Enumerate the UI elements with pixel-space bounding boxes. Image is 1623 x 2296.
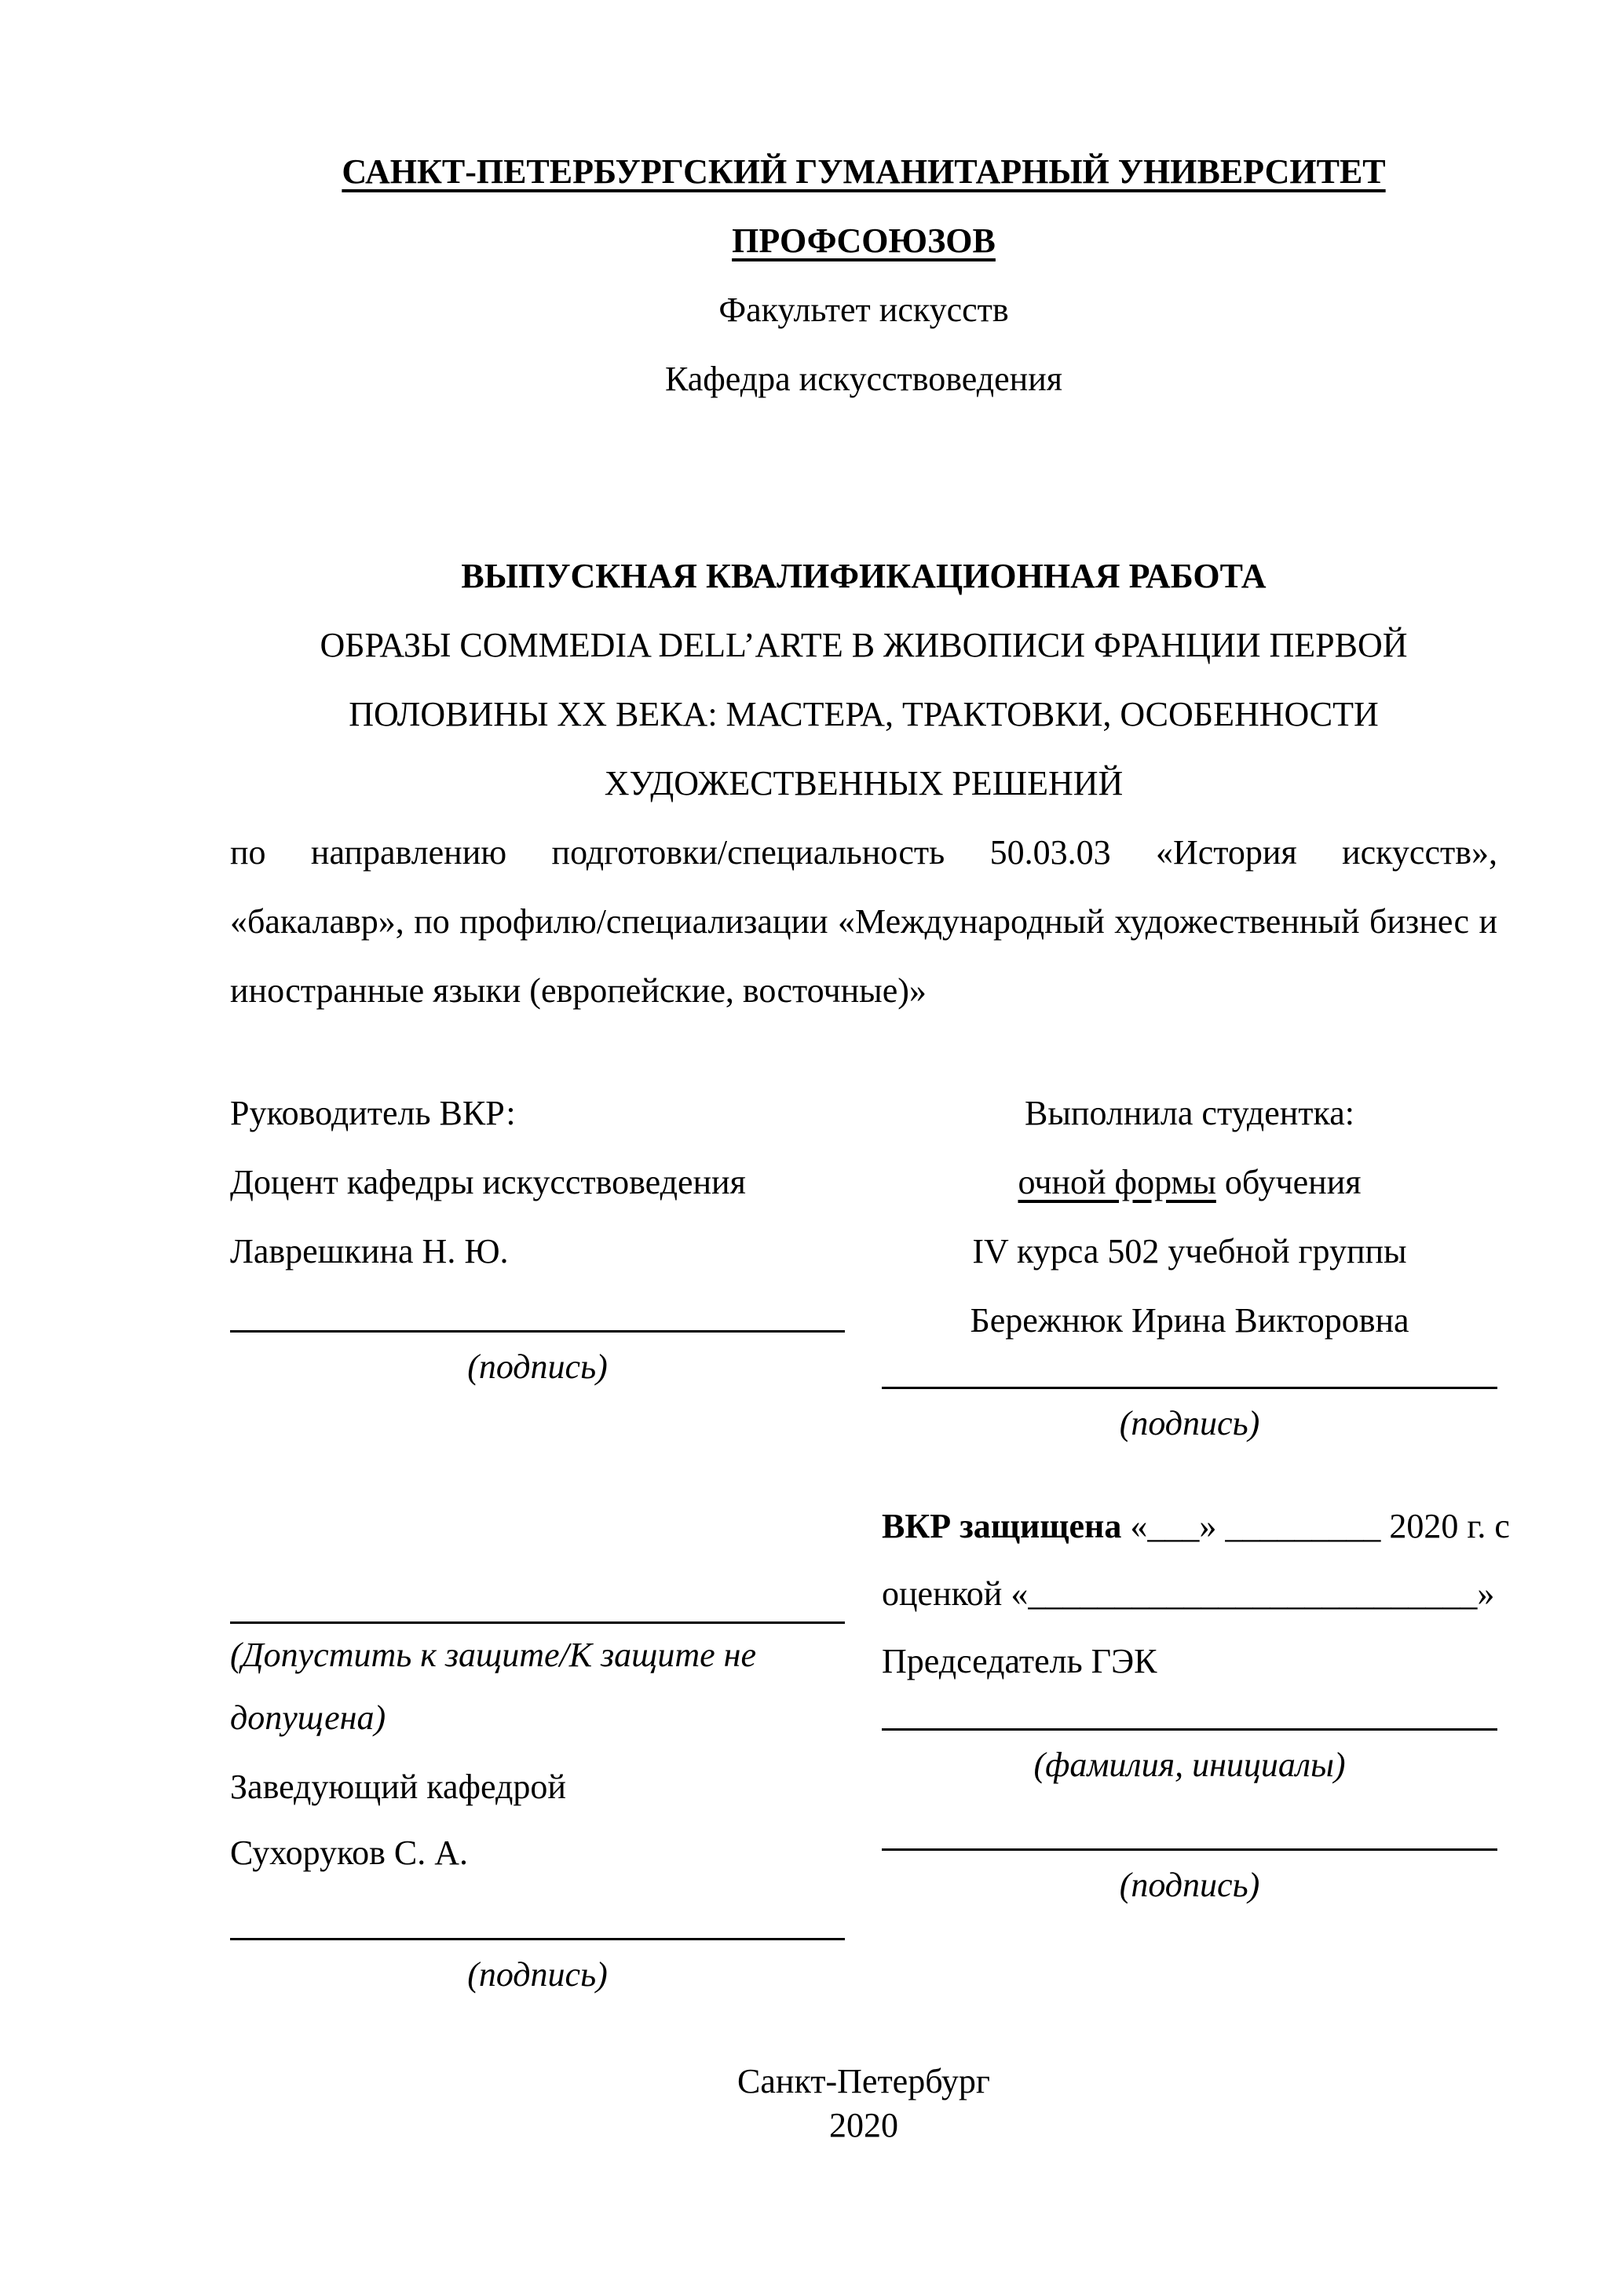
student-signature-caption: (подпись)	[1119, 1404, 1260, 1442]
faculty-name: Факультет искусств	[718, 291, 1009, 329]
head-name: Сухоруков С. А.	[230, 1834, 469, 1872]
head-signature-line	[230, 1938, 845, 1940]
supervisor-label: Руководитель ВКР:	[230, 1094, 516, 1132]
student-label: Выполнила студентка:	[1025, 1094, 1354, 1132]
supervisor-name: Лаврешкина Н. Ю.	[230, 1232, 509, 1270]
head-signature-caption: (подпись)	[467, 1955, 608, 1994]
course-group: IV курса 502 учебной группы	[972, 1232, 1407, 1270]
study-form-underlined: очной формы	[1018, 1163, 1216, 1201]
student-column	[882, 1079, 1510, 2006]
defended-label: ВКР защищена	[882, 1507, 1122, 1545]
defended-rest: «___» _________ 2020 г. с	[1121, 1507, 1510, 1545]
department-name: Кафедра искусствоведения	[665, 360, 1062, 398]
study-form-rest: обучения	[1215, 1163, 1362, 1201]
chairman-signature-line	[882, 1848, 1497, 1851]
student-name: Бережнюк Ирина Викторовна	[970, 1301, 1409, 1340]
chairman-label: Председатель ГЭК	[882, 1642, 1157, 1680]
university-header	[230, 137, 1497, 414]
university-name-line2: ПРОФСОЮЗОВ	[732, 221, 996, 260]
footer-city: Санкт-Петербург	[737, 2062, 990, 2100]
specialty-paragraph: по направлению подготовки/специальность 50.03.03 «История искусств», «бакалавр», по профилю/специализации «Международный художественный бизнес и иностранные языки (европейские, восточные)»	[230, 833, 1497, 1010]
study-form-line	[882, 1148, 1497, 1217]
university-name-line1: САНКТ-ПЕТЕРБУРГСКИЙ ГУМАНИТАРНЫЙ УНИВЕРСИТЕТ	[342, 152, 1386, 191]
supervisor-signature-caption: (подпись)	[467, 1347, 608, 1386]
chairman-name-line	[882, 1728, 1497, 1731]
supervisor-position: Доцент кафедры искусствоведения	[230, 1163, 746, 1201]
signatures-section	[230, 1079, 1510, 2006]
defense-block	[882, 1493, 1510, 1695]
defended-line	[882, 1493, 1510, 1560]
department-head-block	[230, 1754, 845, 1886]
admission-note: (Допустить к защите/К защите не допущена)	[230, 1636, 757, 1737]
student-signature-line	[882, 1387, 1497, 1389]
grade-line: оценкой «__________________________»	[882, 1574, 1495, 1613]
footer	[230, 2060, 1497, 2148]
head-position: Заведующий кафедрой	[230, 1768, 566, 1806]
supervisor-signature-line	[230, 1330, 845, 1333]
chairman-name-caption: (фамилия, инициалы)	[1033, 1746, 1346, 1784]
chairman-signature-caption: (подпись)	[1119, 1866, 1260, 1904]
work-type-heading: ВЫПУСКНАЯ КВАЛИФИКАЦИОННАЯ РАБОТА	[461, 557, 1267, 595]
thesis-title: ОБРАЗЫ COMMEDIA DELL’ARTE В ЖИВОПИСИ ФРАНЦИИ ПЕРВОЙ ПОЛОВИНЫ XX ВЕКА: МАСТЕРА, ТРАКТОВКИ, ОСОБЕННОСТИ ХУДОЖЕСТВЕННЫХ РЕШЕНИЙ	[320, 626, 1408, 803]
supervisor-column	[230, 1079, 845, 2006]
footer-year: 2020	[829, 2106, 898, 2144]
